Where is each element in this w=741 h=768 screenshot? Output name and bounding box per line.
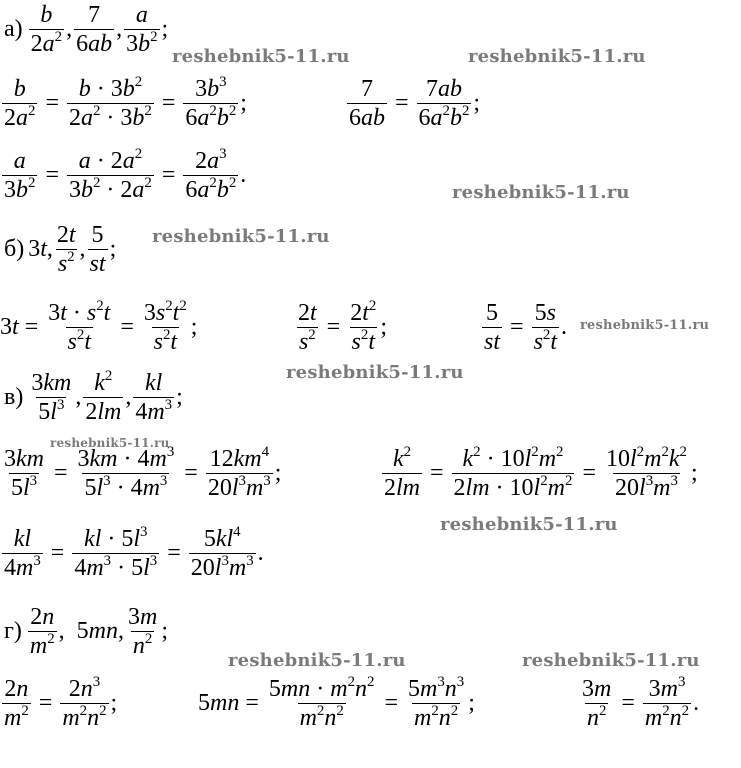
task-v-line1: $\frac{3km}{5l^3}$ = $\frac{3km \cdot 4m^3}{5l^3 \cdot 4m^3}$ = $\frac{12km^4}{20l^3m^3}$ ;: [4, 443, 282, 502]
task-b-line1-right: $\frac{5}{st}$ = $\frac{5s}{s^2t}$ .: [484, 300, 568, 356]
watermark: reshebnik5-11.ru: [468, 46, 646, 67]
watermark: reshebnik5-11.ru: [440, 514, 618, 535]
watermark: reshebnik5-11.ru: [452, 182, 630, 203]
task-a-line1-right: $\frac{7}{6ab}$ = $\frac{7ab}{6a^2b^2}$ ;: [349, 76, 481, 132]
task-a-line2: $\frac{a}{3b^2}$ = $\frac{a \cdot 2a^2}{3b^2 \cdot 2a^2}$ = $\frac{2a^3}{6a^2b^2}$ .: [4, 145, 247, 204]
watermark: reshebnik5-11.ru: [228, 650, 406, 671]
task-g-statement: г) $\frac{2n}{m^2}$ , 5 mn , $\frac{3m}{n^2}$ ;: [4, 604, 168, 660]
task-v-line2: $\frac{kl}{4m^3}$ = $\frac{kl \cdot 5l^3}{4m^3 \cdot 5l^3}$ = $\frac{5kl^4}{20l^3m^3}$ .: [4, 523, 264, 582]
task-a-line1: $\frac{b}{2a^2}$ = $\frac{b \cdot 3b^2}{2a^2 \cdot 3b^2}$ = $\frac{3b^3}{6a^2b^2}$ ;: [4, 73, 247, 132]
watermark: reshebnik5-11.ru: [172, 46, 350, 67]
task-g-line1-right: $\frac{3m}{n^2}$ = $\frac{3m^3}{m^2n^2}$ .: [582, 673, 700, 732]
watermark: reshebnik5-11.ru: [50, 436, 170, 450]
task-b-line1: 3 t = $\frac{3t \cdot s^2t}{s^2t}$ = $\frac{3s^2t^2}{s^2t}$ ;: [0, 297, 198, 356]
label-g: г): [4, 618, 22, 645]
label-b: б): [4, 236, 25, 263]
task-v-line1-right: $\frac{k^2}{2lm}$ = $\frac{k^2 \cdot 10l^2m^2}{2lm \cdot 10l^2m^2}$ = $\frac{10l^2m^2k^2}{20l^3m^3}$ ;: [384, 443, 698, 502]
task-b-statement: б) 3 t , $\frac{2t}{s^2}$ , $\frac{5}{st}$ ;: [4, 222, 117, 278]
watermark: reshebnik5-11.ru: [152, 226, 330, 247]
label-a: а): [4, 16, 23, 43]
watermark: reshebnik5-11.ru: [580, 318, 710, 333]
watermark: reshebnik5-11.ru: [522, 650, 700, 671]
task-g-line1-mid: 5 mn = $\frac{5mn \cdot m^2n^2}{m^2n^2}$ = $\frac{5m^3n^3}{m^2n^2}$ ;: [198, 673, 475, 732]
task-v-statement: в) $\frac{3km}{5l^3}$ , $\frac{k^2}{2lm}$ , $\frac{kl}{4m^3}$ ;: [4, 367, 183, 426]
task-g-line1: $\frac{2n}{m^2}$ = $\frac{2n^3}{m^2n^2}$ ;: [4, 673, 118, 732]
task-a-statement: а) $\frac{b}{2a^2}$ , $\frac{7}{6ab}$ , $\frac{a}{3b^2}$ ;: [4, 2, 169, 58]
label-v: в): [4, 384, 24, 411]
task-b-line1-mid: $\frac{2t}{s^2}$ = $\frac{2t^2}{s^2t}$ ;: [298, 297, 387, 356]
watermark: reshebnik5-11.ru: [286, 362, 464, 383]
